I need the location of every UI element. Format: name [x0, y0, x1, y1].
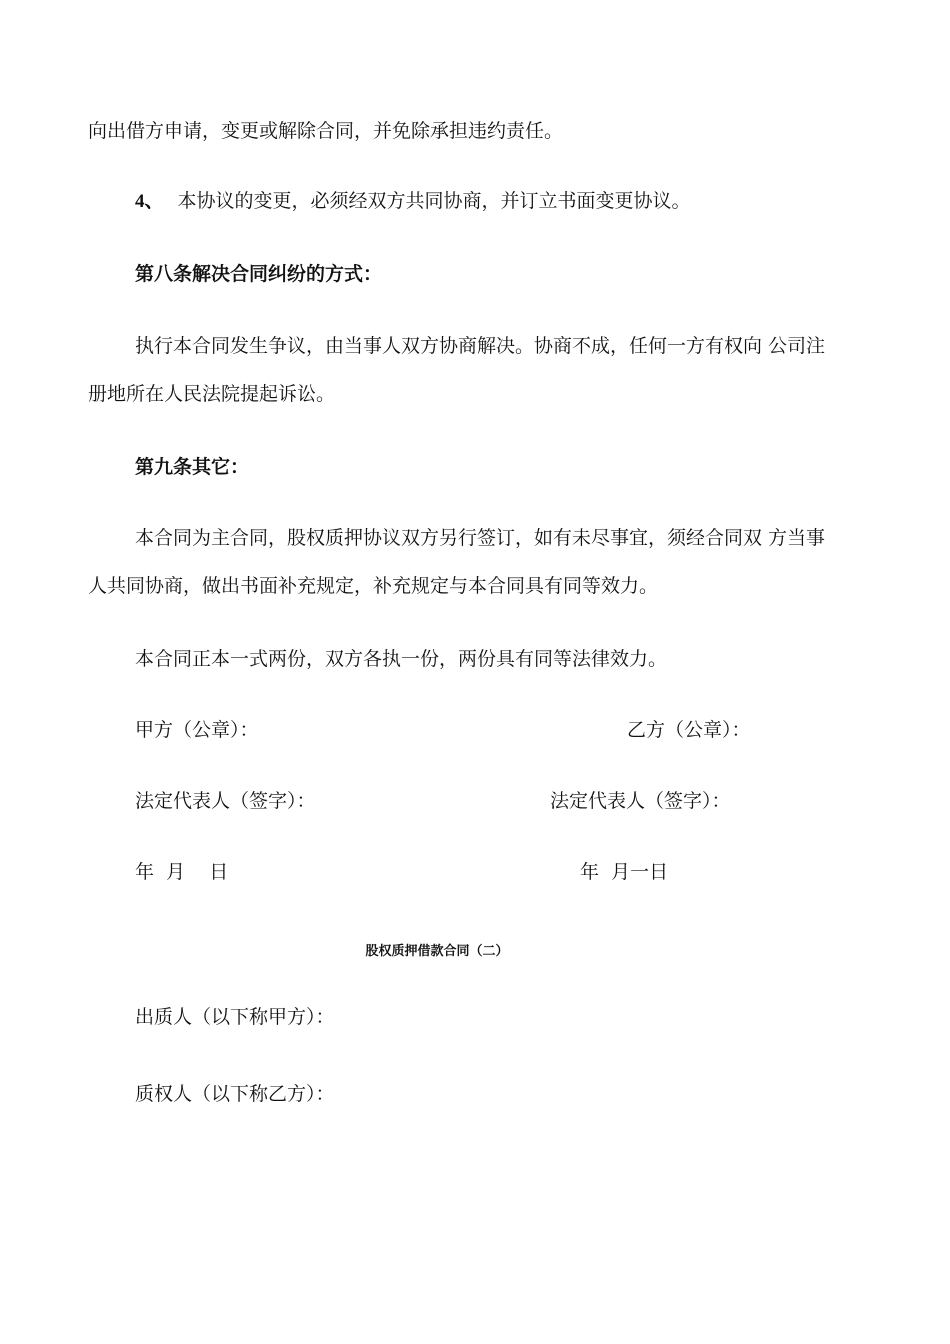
article7-item4: [135, 189, 691, 214]
party-b-representative-label: 法定代表人（签字）：: [550, 790, 731, 812]
article7-continuation: 向出借方申请，变更或解除合同，并免除承担违约责任。: [88, 120, 564, 142]
party-a-date-label: 年 月 日: [135, 861, 229, 883]
party-a-seal-label: 甲方（公章）：: [135, 719, 259, 741]
item4-number: 4、: [135, 191, 164, 212]
party-a-representative-label: 法定代表人（签字）：: [135, 790, 316, 812]
article9-paragraph1-line2: 人共同协商，做出书面补充规定，补充规定与本合同具有同等效力。: [88, 575, 659, 597]
article9-paragraph2: 本合同正本一式两份，双方各执一份，两份具有同等法律效力。: [135, 648, 668, 670]
party-b-date-label: 年 月一日: [580, 861, 669, 883]
article9-paragraph1-line1: 本合同为主合同，股权质押协议双方另行签订，如有未尽事宜，须经合同双 方当事: [135, 527, 826, 549]
pledgor-label: 出质人（以下称甲方）：: [135, 1006, 335, 1028]
party-b-seal-label: 乙方（公章）：: [627, 719, 751, 741]
contract2-title: 股权质押借款合同（二）: [365, 944, 509, 959]
pledgee-label: 质权人（以下称乙方）：: [135, 1083, 335, 1105]
article8-heading: 第八条解决合同纠纷的方式：: [135, 263, 383, 285]
item4-text: 本协议的变更，必须经双方共同协商，并订立书面变更协议。: [177, 190, 691, 212]
article9-heading: 第九条其它：: [135, 456, 250, 478]
article8-paragraph-line2: 册地所在人民法院提起诉讼。: [88, 383, 336, 405]
article8-paragraph-line1: 执行本合同发生争议，由当事人双方协商解决。协商不成，任何一方有权向 公司注: [135, 335, 826, 357]
